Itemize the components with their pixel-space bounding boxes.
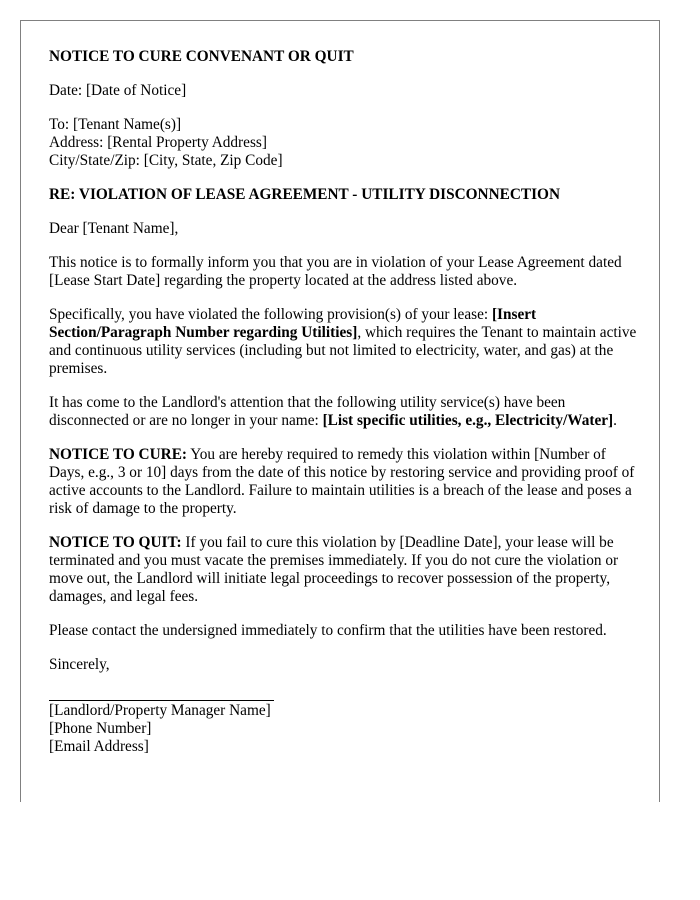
document-page [20, 20, 660, 802]
notice-to-quit-label: NOTICE TO QUIT: [49, 534, 182, 551]
notice-to-quit-text: If you fail to cure this violation by [Deadline Date], your lease will be terminated and you must vacate the premises immediately. If you do not cure the violation or move out, the Landlord will initiate legal proceedings to recover possession of the property, damages, and legal fees. [49, 534, 619, 605]
signature-name: [Landlord/Property Manager Name] [49, 702, 271, 719]
closing: Sincerely, [49, 656, 110, 673]
utilities-text-pre: It has come to the Landlord's attention that the following utility service(s) have been disconnected or are no longer in your name: [49, 394, 566, 429]
utilities-list-placeholder: [List specific utilities, e.g., Electricity/Water] [322, 412, 614, 429]
recipient-city-line: City/State/Zip: [City, State, Zip Code] [49, 152, 283, 169]
recipient-address-block [49, 116, 639, 170]
provision-text-pre: Specifically, you have violated the following provision(s) of your lease: [49, 306, 492, 323]
paragraph-violation-intro: This notice is to formally inform you that you are in violation of your Lease Agreement dated [Lease Start Date] regarding the property located at the address listed above. [49, 254, 622, 289]
document-body [49, 48, 639, 756]
paragraph-notice-to-cure [49, 446, 639, 518]
paragraph-utilities-disconnected [49, 394, 639, 430]
paragraph-contact-request: Please contact the undersigned immediately to confirm that the utilities have been restored. [49, 622, 607, 639]
provision-text-post: , which requires the Tenant to maintain active and continuous utility services (including but not limited to electricity, water, and gas) at the premises. [49, 324, 637, 377]
notice-to-cure-text: You are hereby required to remedy this violation within [Number of Days, e.g., 3 or 10] days from the date of this notice by restoring service and providing proof of active accounts to the Landlord. Failure to maintain utilities is a breach of the lease and poses a risk of damage to the property. [49, 446, 635, 517]
subject-line: RE: VIOLATION OF LEASE AGREEMENT - UTILITY DISCONNECTION [49, 186, 560, 203]
signature-email: [Email Address] [49, 738, 149, 755]
recipient-address-line: Address: [Rental Property Address] [49, 134, 267, 151]
salutation: Dear [Tenant Name], [49, 220, 179, 237]
paragraph-notice-to-quit [49, 534, 639, 606]
signature-phone: [Phone Number] [49, 720, 152, 737]
notice-title: NOTICE TO CURE CONVENANT OR QUIT [49, 48, 354, 65]
recipient-to-line: To: [Tenant Name(s)] [49, 116, 182, 133]
notice-to-cure-label: NOTICE TO CURE: [49, 446, 187, 463]
signature-line [49, 700, 274, 701]
date-line: Date: [Date of Notice] [49, 82, 187, 99]
paragraph-provision [49, 306, 639, 378]
signature-space [49, 674, 639, 700]
utilities-text-post: . [613, 412, 617, 429]
provision-section-placeholder: [Insert Section/Paragraph Number regarding Utilities] [49, 306, 537, 341]
